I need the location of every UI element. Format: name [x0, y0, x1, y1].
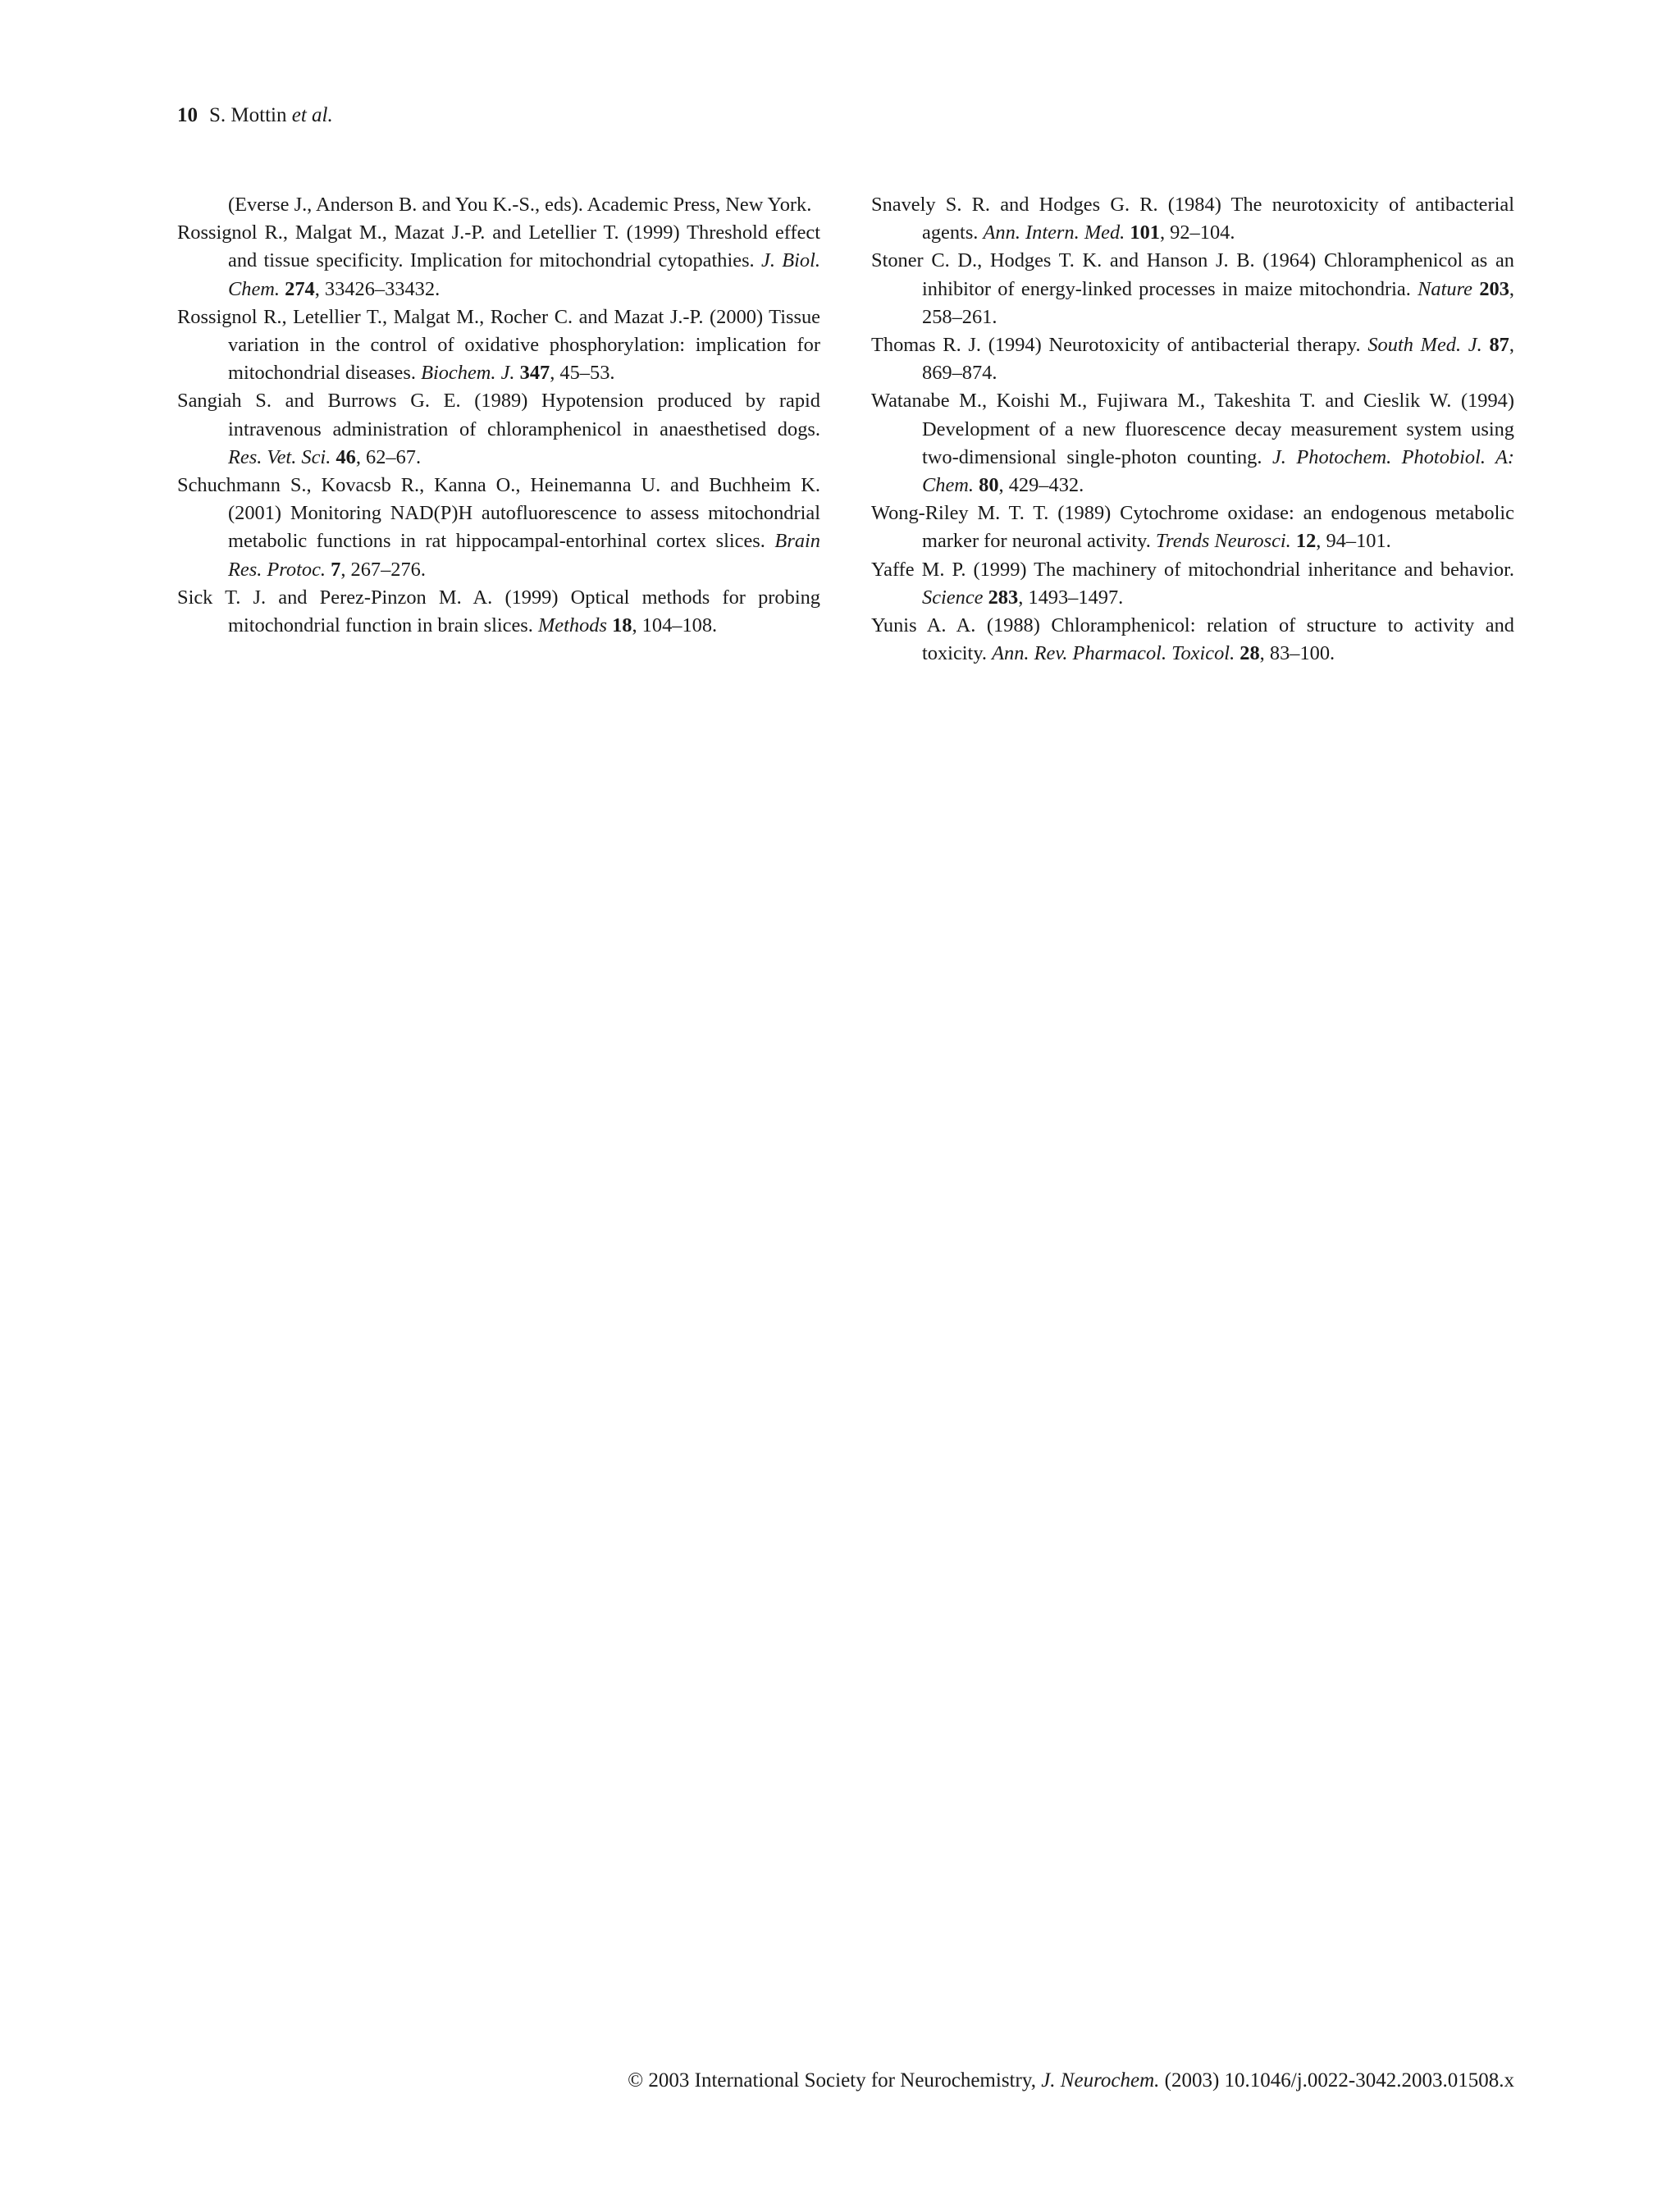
reference-journal: Science: [922, 586, 984, 609]
reference-authors-title: Yaffe M. P. (1999) The machinery of mitochondrial inheritance and behavior.: [871, 558, 1514, 581]
reference-pages: , 45–53.: [550, 362, 615, 385]
reference-journal: J. Biol. Chem.: [228, 249, 820, 300]
reference-journal: Nature: [1418, 277, 1473, 300]
reference-pages: , 62–67.: [355, 445, 422, 468]
header-author: S. Mottin: [209, 104, 287, 126]
references-right-column: [871, 191, 1514, 668]
reference-volume: 347: [519, 362, 550, 385]
reference-continuation: (Everse J., Anderson B. and You K.-S., eds). Academic Press, New York.: [228, 194, 812, 216]
footer-prefix: © 2003 International Society for Neurochemistry,: [628, 2069, 1036, 2092]
reference-authors-title: Snavely S. R. and Hodges G. R. (1984) The neurotoxicity of antibacterial agents.: [871, 194, 1514, 244]
footer-suffix: (2003) 10.1046/j.0022-3042.2003.01508.x: [1164, 2069, 1514, 2092]
reference-journal: Brain Res. Protoc.: [228, 530, 820, 581]
reference-pages: , 429–432.: [998, 474, 1084, 497]
reference-journal: Res. Vet. Sci.: [228, 445, 331, 468]
reference-entry: [177, 584, 820, 640]
reference-journal: Methods: [537, 614, 607, 637]
reference-authors-title: Sangiah S. and Burrows G. E. (1989) Hypotension produced by rapid intravenous administration of chloramphenicol in anaesthetised dogs.: [177, 390, 820, 440]
reference-journal: Ann. Rev. Pharmacol. Toxicol.: [992, 642, 1235, 665]
reference-volume: 87: [1489, 334, 1509, 357]
reference-entry: [871, 612, 1514, 668]
reference-entry: [871, 331, 1514, 387]
reference-entry: [177, 219, 820, 303]
right-reference-list: [871, 191, 1514, 668]
reference-volume: 46: [336, 445, 356, 468]
references-left-column: [177, 191, 820, 640]
reference-volume: 18: [612, 614, 632, 637]
reference-authors-title: Wong-Riley M. T. T. (1989) Cytochrome oxidase: an endogenous metabolic marker for neuronal activity.: [871, 502, 1514, 553]
footer-journal: J. Neurochem.: [1041, 2069, 1160, 2092]
reference-authors-title: Watanabe M., Koishi M., Fujiwara M., Takeshita T. and Cieslik W. (1994) Development of a new fluorescence decay measurement system using two-dimensional single-photon counting.: [871, 390, 1514, 468]
reference-volume: 7: [331, 558, 341, 581]
reference-entry: [871, 247, 1514, 331]
reference-pages: , 94–101.: [1316, 530, 1391, 553]
reference-authors-title: Rossignol R., Letellier T., Malgat M., Rocher C. and Mazat J.-P. (2000) Tissue variation in the control of oxidative phosphorylation: implication for mitochondrial diseases.: [177, 305, 820, 385]
reference-entry: [177, 472, 820, 584]
page-number: 10: [177, 104, 198, 126]
reference-pages: , 104–108.: [632, 614, 718, 637]
reference-volume: 283: [988, 586, 1019, 609]
reference-entry: [871, 556, 1514, 612]
reference-volume: 101: [1130, 221, 1160, 244]
reference-pages: , 1493–1497.: [1018, 586, 1124, 609]
reference-journal: South Med. J.: [1367, 334, 1482, 357]
reference-pages: , 92–104.: [1159, 221, 1235, 244]
reference-entry: [871, 387, 1514, 500]
reference-entry: [871, 191, 1514, 247]
reference-journal: Biochem. J.: [421, 362, 515, 385]
reference-volume: 80: [979, 474, 999, 497]
reference-authors-title: Schuchmann S., Kovacsb R., Kanna O., Heinemanna U. and Buchheim K. (2001) Monitoring NAD(P)H autofluorescence to assess mitochondrial metabolic functions in rat hippocampal-entorhinal cortex slices.: [177, 474, 820, 553]
header-et-al: et al.: [291, 104, 333, 126]
reference-entry: [177, 387, 820, 472]
reference-pages: , 83–100.: [1259, 642, 1335, 665]
left-reference-list: [177, 219, 820, 640]
reference-authors-title: Yunis A. A. (1988) Chloramphenicol: relation of structure to activity and toxicity.: [871, 614, 1514, 665]
running-header: [177, 102, 333, 130]
reference-entry: [177, 303, 820, 388]
copyright-footer: [628, 2067, 1514, 2095]
reference-authors-title: Thomas R. J. (1994) Neurotoxicity of antibacterial therapy.: [871, 334, 1361, 357]
reference-pages: , 33426–33432.: [314, 277, 441, 300]
reference-pages: , 258–261.: [922, 277, 1515, 328]
reference-journal: Trends Neurosci.: [1155, 530, 1291, 553]
reference-pages: , 267–276.: [340, 558, 426, 581]
reference-entry: [871, 500, 1514, 555]
reference-volume: 203: [1479, 277, 1509, 300]
reference-volume: 28: [1239, 642, 1260, 665]
reference-authors-title: Stoner C. D., Hodges T. K. and Hanson J. B. (1964) Chloramphenicol as an inhibitor of energy-linked processes in maize mitochondria.: [871, 249, 1514, 300]
reference-volume: 274: [285, 277, 315, 300]
reference-journal: Ann. Intern. Med.: [983, 221, 1125, 244]
reference-pages: , 869–874.: [922, 334, 1514, 385]
reference-authors-title: Sick T. J. and Perez-Pinzon M. A. (1999) Optical methods for probing mitochondrial function in brain slices.: [177, 586, 820, 637]
reference-volume: 12: [1295, 530, 1317, 553]
reference-authors-title: Rossignol R., Malgat M., Mazat J.-P. and Letellier T. (1999) Threshold effect and tissue specificity. Implication for mitochondrial cytopathies.: [177, 221, 820, 272]
reference-journal: J. Photochem. Photobiol. A: Chem.: [922, 445, 1514, 497]
